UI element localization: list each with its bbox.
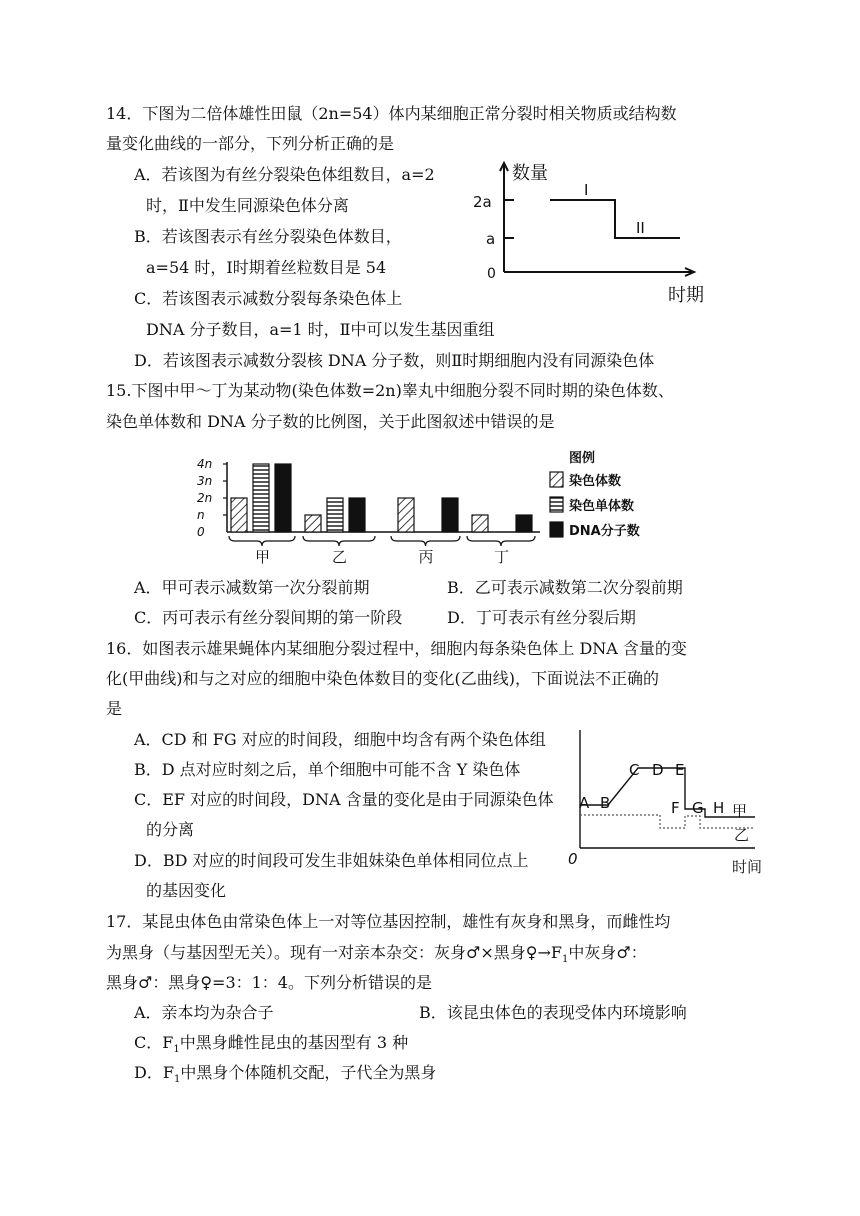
q16-label-yi: 乙 bbox=[734, 826, 750, 844]
q15-stem-line1: 15.下图中甲～丁为某动物(染色体数=2n)睾丸中细胞分裂不同时期的染色体数、 bbox=[106, 381, 674, 400]
q15-y-tick-label: 0 bbox=[197, 525, 205, 539]
q16-origin: 0 bbox=[568, 850, 578, 868]
q16-point-H: H bbox=[713, 799, 725, 817]
q14-option-d: D．若该图表示减数分裂核 DNA 分子数，则Ⅱ时期细胞内没有同源染色体 bbox=[134, 351, 655, 370]
q16-stem-line2: 化(甲曲线)和与之对应的细胞中染色体数目的变化(乙曲线)，下面说法不正确的 bbox=[106, 669, 659, 688]
q15-bar bbox=[231, 498, 247, 532]
q15-legend-swatch bbox=[550, 497, 563, 512]
q14-option-b-line2: a=54 时，Ⅰ时期着丝粒数目是 54 bbox=[146, 258, 387, 277]
q16-stem-line3: 是 bbox=[106, 699, 123, 718]
q17-stem-line2-b: 中灰身♂： bbox=[568, 943, 647, 962]
q16-point-F: F bbox=[671, 799, 680, 817]
q15-bar bbox=[349, 498, 365, 532]
q17-option-d bbox=[134, 1063, 437, 1086]
q17-option-c bbox=[134, 1033, 409, 1056]
q16-point-E: E bbox=[675, 761, 685, 779]
q17-option-d-b: 中黑身个体随机交配，子代全为黑身 bbox=[180, 1063, 437, 1082]
q15-bar-chart bbox=[195, 445, 665, 570]
q17-stem-line2-a: 为黑身（与基因型无关）。现有一对亲本杂交：灰身♂×黑身♀→F bbox=[106, 943, 562, 962]
q17-stem-line1: 17．某昆虫体色由常染色体上一对等位基因控制，雄性有灰身和黑身，而雌性均 bbox=[106, 912, 671, 931]
q15-legend-label: 染色体数 bbox=[569, 474, 622, 489]
q15-bar bbox=[275, 464, 291, 532]
q15-option-d: D．丁可表示有丝分裂后期 bbox=[447, 608, 636, 627]
q14-label-II: II bbox=[636, 219, 645, 237]
q15-option-b: B．乙可表示减数第二次分裂前期 bbox=[447, 578, 683, 597]
q15-bar bbox=[398, 498, 414, 532]
q14-option-c-line2: DNA 分子数目，a=1 时，Ⅱ中可以发生基因重组 bbox=[146, 320, 495, 339]
q15-y-tick-label: 3n bbox=[197, 474, 213, 488]
q16-option-d-line2: 的基因变化 bbox=[146, 881, 227, 900]
q14-stem-line2: 量变化曲线的一部分，下列分析正确的是 bbox=[106, 134, 395, 153]
q14-y-axis-label: 数量 bbox=[512, 163, 548, 184]
q15-bar bbox=[472, 515, 488, 532]
q15-category-bracket bbox=[391, 536, 460, 546]
q14-option-c-line1: C．若该图表示减数分裂每条染色体上 bbox=[134, 289, 403, 308]
q15-legend-title: 图例 bbox=[569, 451, 596, 466]
q15-stem-line2: 染色单体数和 DNA 分子数的比例图，关于此图叙述中错误的是 bbox=[106, 412, 555, 431]
q15-category-label: 丁 bbox=[494, 548, 510, 566]
q17-option-b: B．该昆虫体色的表现受体内环境影响 bbox=[419, 1003, 687, 1022]
q17-stem-line3: 黑身♂：黑身♀=3：1：4。下列分析错误的是 bbox=[106, 973, 432, 992]
q17-stem-line2-sub: 1 bbox=[561, 954, 569, 966]
q15-category-label: 丙 bbox=[418, 548, 434, 566]
q16-option-a: A．CD 和 FG 对应的时间段，细胞中均含有两个染色体组 bbox=[134, 730, 546, 749]
q15-y-tick-label: 2n bbox=[197, 491, 213, 505]
q17-option-c-sub: 1 bbox=[173, 1044, 180, 1056]
q16-line-graph bbox=[560, 722, 775, 877]
q15-bar bbox=[442, 498, 458, 532]
q14-step-curve bbox=[550, 200, 680, 238]
q16-point-G: G bbox=[692, 799, 704, 817]
q14-label-I: I bbox=[584, 181, 589, 199]
q16-option-c-line1: C．EF 对应的时间段，DNA 含量的变化是由于同源染色体 bbox=[134, 790, 554, 809]
q15-y-tick-label: n bbox=[197, 508, 205, 522]
q14-origin: 0 bbox=[487, 266, 496, 282]
q14-option-a-line1: A．若该图为有丝分裂染色体组数目，a=2 bbox=[134, 165, 435, 184]
q14-tick-a: a bbox=[486, 230, 496, 248]
q17-option-a: A．亲本均为杂合子 bbox=[134, 1003, 274, 1022]
q16-point-A: A bbox=[579, 794, 590, 812]
q16-x-axis-label: 时间 bbox=[732, 858, 763, 876]
q14-option-b-line1: B．若该图表示有丝分裂染色体数目， bbox=[134, 227, 402, 246]
q14-option-a-line2: 时，Ⅱ中发生同源染色体分离 bbox=[146, 196, 349, 215]
q15-bar bbox=[305, 515, 321, 532]
q16-point-D: D bbox=[652, 761, 664, 779]
q17-option-c-a: C．F bbox=[134, 1033, 174, 1052]
q14-x-axis-label: 时期 bbox=[668, 285, 704, 305]
q15-bar bbox=[253, 464, 269, 532]
q15-category-bracket bbox=[467, 536, 535, 546]
q15-category-bracket bbox=[229, 536, 295, 546]
q17-option-d-sub: 1 bbox=[173, 1074, 181, 1086]
q15-legend-swatch bbox=[550, 522, 563, 537]
q14-stem-line1: 14．下图为二倍体雄性田鼠（2n=54）体内某细胞正常分裂时相关物质或结构数 bbox=[106, 104, 677, 123]
q15-option-c: C．丙可表示有丝分裂间期的第一阶段 bbox=[134, 608, 403, 627]
q16-option-b: B．D 点对应时刻之后，单个细胞中可能不含 Y 染色体 bbox=[134, 760, 521, 779]
q15-bar bbox=[327, 498, 343, 532]
q15-category-bracket bbox=[303, 536, 375, 546]
q16-label-jia: 甲 bbox=[732, 802, 748, 820]
q15-bar bbox=[516, 515, 532, 532]
q16-point-B: B bbox=[600, 794, 611, 812]
q15-category-label: 甲 bbox=[255, 548, 271, 566]
q15-y-tick-label: 4n bbox=[197, 457, 213, 471]
q16-stem-line1: 16．如图表示雄果蝇体内某细胞分裂过程中，细胞内每条染色体上 DNA 含量的变 bbox=[106, 639, 687, 658]
q14-step-graph bbox=[470, 155, 720, 305]
q15-legend-label: 染色单体数 bbox=[569, 499, 635, 514]
q16-option-c-line2: 的分离 bbox=[146, 820, 195, 839]
q14-tick-2a: 2a bbox=[473, 193, 492, 211]
q17-option-c-b: 中黑身雌性昆虫的基因型有 3 种 bbox=[179, 1033, 409, 1052]
q16-option-d-line1: D．BD 对应的时间段可发生非姐妹染色单体相同位点上 bbox=[134, 851, 529, 870]
q15-legend-swatch bbox=[550, 472, 563, 487]
q17-option-d-a: D．F bbox=[134, 1063, 174, 1082]
q15-option-a: A．甲可表示减数第一次分裂前期 bbox=[134, 578, 370, 597]
q15-legend-label: DNA分子数 bbox=[569, 524, 640, 539]
q17-stem-line2 bbox=[106, 943, 647, 966]
q15-category-label: 乙 bbox=[332, 548, 348, 566]
q16-point-C: C bbox=[629, 761, 640, 779]
